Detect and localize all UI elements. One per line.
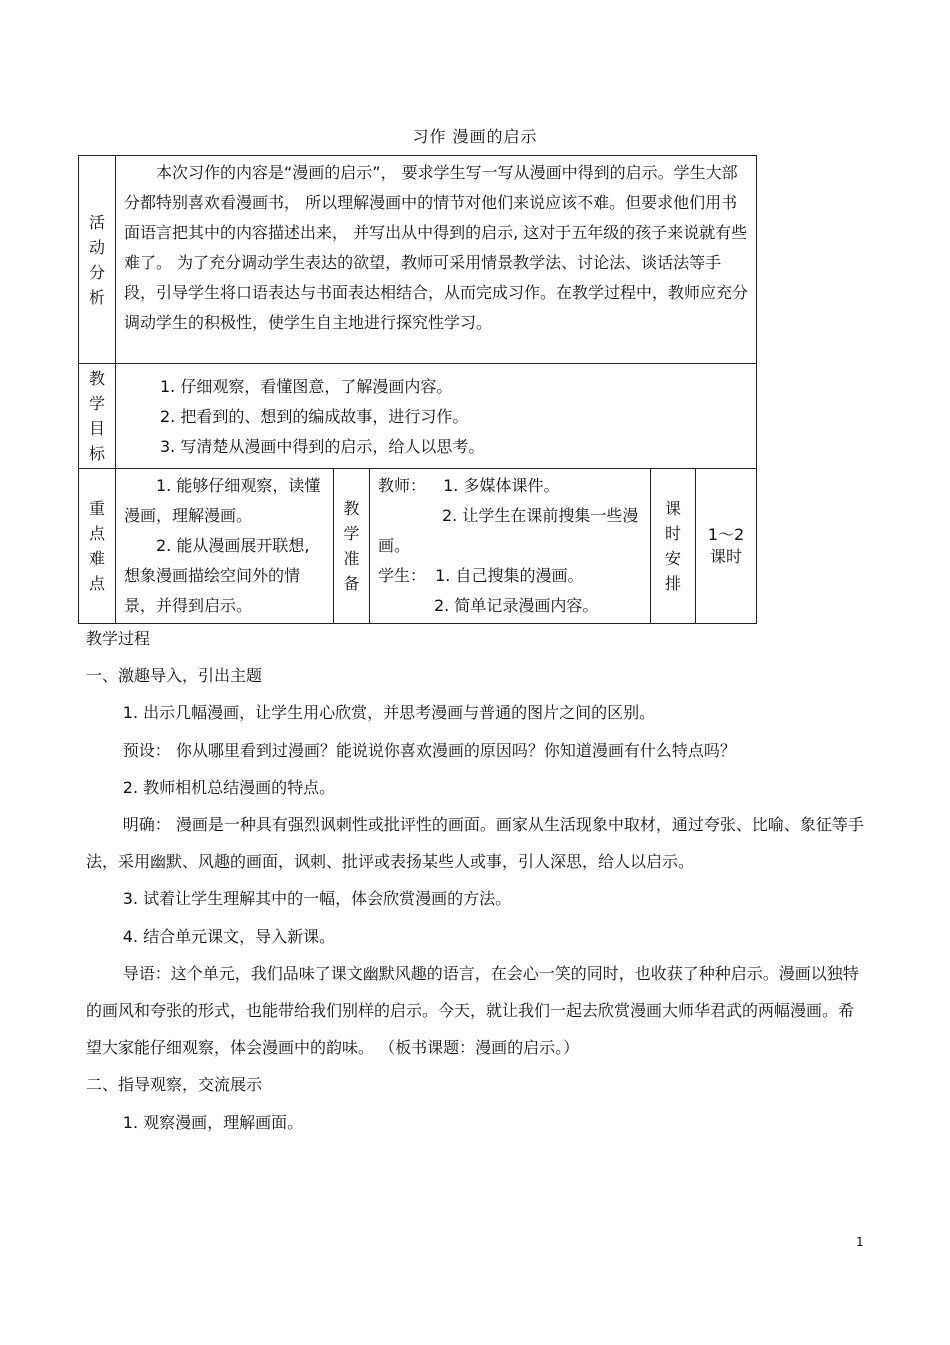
schedule-label-char: 课 [664,499,681,518]
page-title: 习作 漫画的启示 [412,127,538,146]
paragraph: 预设： 你从哪里看到过漫画？能说说你喜欢漫画的原因吗？你知道漫画有什么特点吗？ [122,740,736,760]
activity-text: 本次习作的内容是“漫画的启示”， 要求学生写一写从漫画中得到的启示。学生大部分都特别喜欢看漫画书， 所以理解漫画中的情节对他们来说应该不难。但要求他们用书面语言把其中的内容描述出来， 并写出从中得到的启示, 这对于五年级的孩子来说就有些难了。 为了充分调动学生表达的欲望，教师可采用情景教学法、讨论法、谈话法等手段，引导学生将口语表达与书面表达相结合，从而完成习作。在教学过程中，教师应充分调动学生的积极性，使学生自主地进行探究性学习。 [116,156,757,364]
goal-item: 2. 把看到的、想到的编成故事，进行习作。 [160,407,469,426]
activity-label [79,156,116,364]
preparation-label-char: 准 [343,549,360,568]
paragraph: 1. 出示几幅漫画，让学生用心欣赏，并思考漫画与普通的图片之间的区别。 [122,703,656,723]
key-points-label [79,469,116,624]
key-point-item: 2. 能从漫画展开联想, 想象漫画描绘空间外的情景，并得到启示。 [124,536,310,615]
goals-label-char: 标 [88,444,105,463]
schedule-label [651,469,696,624]
page-number: 1 [856,1235,864,1249]
preparation-label-char: 教 [343,499,360,518]
paragraph: 导语：这个单元，我们品味了课文幽默风趣的语言，在会心一笑的同时，也收获了种种启示。漫画以独特的画风和夸张的形式，也能带给我们别样的启示。今天，就让我们一起去欣赏漫画大师华君武的两幅漫画。希望大家能仔细观察，体会漫画中的韵味。 （板书课题：漫画的启示。） [86,963,859,1058]
key-points-label-char: 难 [88,549,105,568]
paragraph: 2. 教师相机总结漫画的特点。 [122,777,336,797]
schedule-label-char: 排 [664,574,681,593]
paragraph: 4. 结合单元课文，导入新课。 [122,926,336,946]
details-row [79,469,757,624]
student-item: 2. 简单记录漫画内容。 [434,596,599,615]
teacher-label: 教师： [378,476,427,495]
goals-label-char: 教 [88,369,105,388]
student-label: 学生： [378,566,427,585]
key-point-item: 1. 能够仔细观察，读懂漫画，理解漫画。 [124,476,321,525]
student-item: 1. 自己搜集的漫画。 [435,566,584,585]
student-prep [378,561,642,591]
activity-row [79,156,757,364]
key-points-label-char: 点 [88,524,105,543]
activity-label-char: 动 [88,237,105,257]
lesson-plan-table [78,155,757,624]
preparation-label-char: 备 [343,574,360,593]
schedule-value-line: 1～2 [707,525,745,544]
activity-label-char: 析 [88,287,105,307]
goals-row [79,364,757,469]
goal-item: 3. 写清楚从漫画中得到的启示，给人以思考。 [160,437,485,456]
goals-list [116,364,757,469]
section-heading: 一、激趣导入，引出主题 [86,666,263,686]
schedule-value-line: 课时 [710,547,743,566]
schedule-value [696,469,757,624]
paragraph: 1. 观察漫画，理解画面。 [122,1112,304,1132]
teacher-item: 2. 让学生在课前搜集一些漫画。 [378,506,639,555]
key-points-content [116,469,334,624]
goals-label-char: 学 [88,394,105,413]
goals-label-char: 目 [88,419,105,438]
section-heading: 二、指导观察，交流展示 [86,1075,263,1095]
paragraph: 明确： 漫画是一种具有强烈讽刺性或批评性的画面。画家从生活现象中取材，通过夸张、比喻、象征等手法，采用幽默、风趣的画面，讽刺、批评或表扬某些人或事，引人深思，给人以启示。 [86,815,864,872]
process-heading: 教学过程 [86,629,151,648]
schedule-label-char: 安 [664,549,681,568]
schedule-label-char: 时 [664,524,681,543]
teaching-process [86,620,866,1141]
preparation-content [370,469,651,624]
goal-item: 1. 仔细观察，看懂图意，了解漫画内容。 [160,377,453,396]
paragraph: 3. 试着让学生理解其中的一幅，体会欣赏漫画的方法。 [122,889,512,909]
activity-label-char: 分 [88,262,105,282]
key-points-label-char: 重 [88,499,105,518]
teacher-prep [378,471,642,501]
key-points-label-char: 点 [88,574,105,593]
teacher-item: 1. 多媒体课件。 [443,476,560,495]
goals-label [79,364,116,469]
activity-label-char: 活 [88,212,105,232]
preparation-label-char: 学 [343,524,360,543]
preparation-label [334,469,370,624]
